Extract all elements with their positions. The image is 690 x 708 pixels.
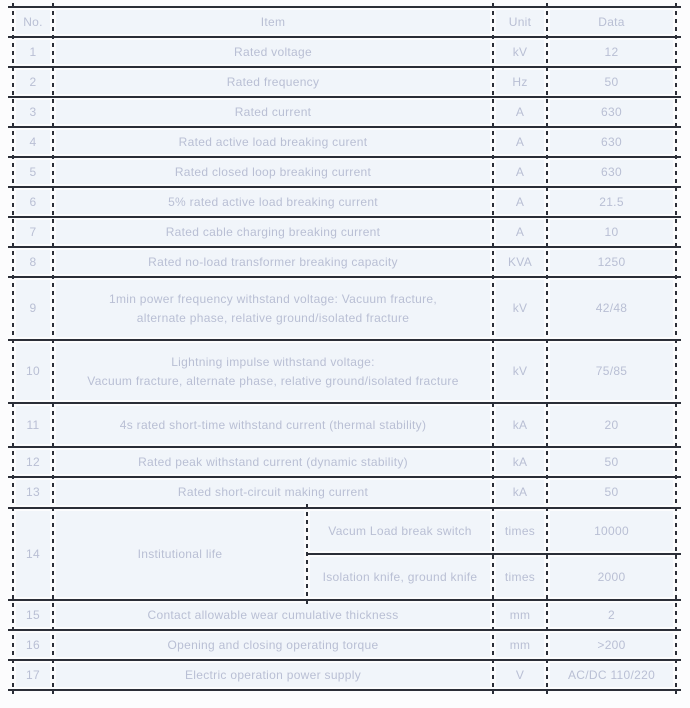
cell-item: Rated no-load transformer breaking capacity [53,247,493,277]
cell-unit: kV [493,37,547,67]
cell-unit: kA [493,447,547,477]
cell-data: 10000 [547,508,676,554]
cell-item: Rated voltage [53,37,493,67]
cell-item: Electric operation power supply [53,660,493,690]
table-row [13,67,676,97]
cell-no: 14 [13,508,53,600]
cell-data: 2 [547,600,676,630]
cell-item [53,340,493,403]
cell-item: Rated active load breaking curent [53,127,493,157]
table-row [13,277,676,340]
cell-unit: times [493,508,547,554]
cell-data: AC/DC 110/220 [547,660,676,690]
cell-item: Rated short-circuit making current [53,477,493,508]
cell-data: 1250 [547,247,676,277]
cell-subitem: Isolation knife, ground knife [307,554,493,600]
cell-item: Rated closed loop breaking current [53,157,493,187]
cell-item: Rated current [53,97,493,127]
table-row [13,340,676,403]
cell-unit: Hz [493,67,547,97]
cell-unit: kA [493,477,547,508]
cell-unit: A [493,157,547,187]
cell-no: 16 [13,630,53,660]
cell-no: 17 [13,660,53,690]
cell-unit: times [493,554,547,600]
cell-item-line1: Lightning impulse withstand voltage: [171,354,375,369]
cell-no: 3 [13,97,53,127]
cell-item: 4s rated short-time withstand current (thermal stability) [53,403,493,447]
table-row [13,247,676,277]
header-row [13,7,676,37]
table-row [13,630,676,660]
table-row [13,127,676,157]
cell-unit: mm [493,630,547,660]
cell-unit: V [493,660,547,690]
table-row [13,660,676,690]
table-row [13,157,676,187]
table-row [13,97,676,127]
cell-data: 50 [547,67,676,97]
cell-no: 12 [13,447,53,477]
cell-unit: A [493,187,547,217]
cell-data: 50 [547,447,676,477]
cell-no: 11 [13,403,53,447]
cell-data: >200 [547,630,676,660]
table-row [13,600,676,630]
table-row [13,217,676,247]
cell-item-line1: 1min power frequency withstand voltage: Vacuum fracture, [108,291,438,306]
cell-data: 12 [547,37,676,67]
cell-item: Contact allowable wear cumulative thickness [53,600,493,630]
table-row [13,187,676,217]
cell-no: 6 [13,187,53,217]
cell-data: 75/85 [547,340,676,403]
cell-item: Opening and closing operating torque [53,630,493,660]
cell-data: 20 [547,403,676,447]
cell-item: Institutional life [53,508,307,600]
cell-no: 7 [13,217,53,247]
cell-unit: A [493,97,547,127]
cell-no: 2 [13,67,53,97]
cell-subitem: Vacum Load break switch [307,508,493,554]
cell-data: 50 [547,477,676,508]
cell-data: 630 [547,97,676,127]
cell-no: 9 [13,277,53,340]
cell-no: 13 [13,477,53,508]
table-row [13,403,676,447]
cell-no: 5 [13,157,53,187]
cell-data: 630 [547,127,676,157]
cell-data: 42/48 [547,277,676,340]
cell-data: 2000 [547,554,676,600]
cell-unit: A [493,127,547,157]
cell-unit: mm [493,600,547,630]
table-row [13,447,676,477]
cell-item: Rated cable charging breaking current [53,217,493,247]
cell-data: 10 [547,217,676,247]
cell-item [53,277,493,340]
cell-unit: KVA [493,247,547,277]
cell-data: 21.5 [547,187,676,217]
table-row [13,37,676,67]
cell-item: Rated peak withstand current (dynamic stability) [53,447,493,477]
cell-no: 4 [13,127,53,157]
header-unit: Unit [493,7,547,37]
cell-item-line2: alternate phase, relative ground/isolated fracture [136,310,410,325]
spec-table-area [13,7,676,690]
cell-unit: A [493,217,547,247]
cell-item: 5% rated active load breaking current [53,187,493,217]
cell-unit: kV [493,277,547,340]
header-no: No. [13,7,53,37]
cell-no: 10 [13,340,53,403]
header-data: Data [547,7,676,37]
cell-no: 15 [13,600,53,630]
cell-unit: kV [493,340,547,403]
cell-no: 1 [13,37,53,67]
header-item: Item [53,7,493,37]
cell-data: 630 [547,157,676,187]
spec-table [13,7,676,690]
cell-no: 8 [13,247,53,277]
cell-unit: kA [493,403,547,447]
table-row [13,477,676,508]
table-row-14a [13,508,676,554]
cell-item-line2: Vacuum fracture, alternate phase, relative ground/isolated fracture [87,373,459,388]
cell-item: Rated frequency [53,67,493,97]
